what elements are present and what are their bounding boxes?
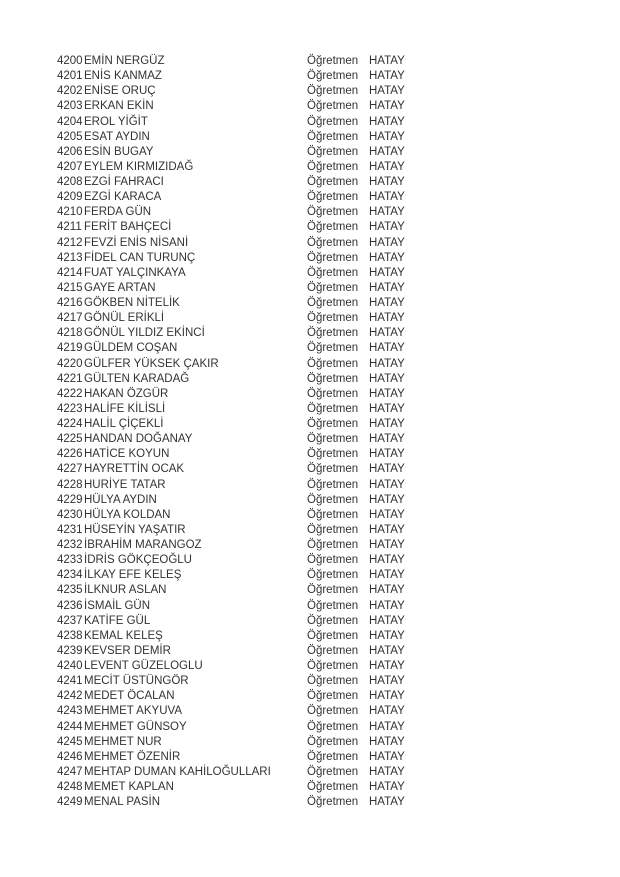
province: HATAY [369, 372, 405, 385]
person-name: EYLEM KIRMIZIDAĞ [84, 160, 194, 173]
job-title: Öğretmen [307, 614, 359, 627]
job-title: Öğretmen [307, 312, 359, 325]
province: HATAY [369, 750, 405, 763]
province: HATAY [369, 781, 405, 793]
job-title: Öğretmen [307, 433, 359, 446]
table-row [57, 795, 620, 810]
row-number: 4246 [57, 750, 83, 763]
province: HATAY [369, 508, 405, 521]
row-number: 4245 [57, 735, 83, 748]
table-row [57, 236, 620, 251]
person-name: FEVZİ ENİS NİSANİ [84, 236, 189, 249]
person-name: İDRİS GÖKÇEOĞLU [84, 554, 192, 567]
row-number: 4213 [57, 251, 83, 264]
person-name: FİDEL CAN TURUNÇ [84, 251, 196, 264]
job-title: Öğretmen [307, 115, 359, 128]
person-name: HANDAN DOĞANAY [84, 433, 193, 446]
table-row [57, 614, 620, 629]
row-number: 4220 [57, 357, 83, 370]
job-title: Öğretmen [307, 342, 359, 355]
table-row [57, 99, 620, 114]
job-title: Öğretmen [307, 55, 359, 67]
row-number: 4247 [57, 765, 83, 778]
person-name: FERİT BAHÇECİ [84, 221, 172, 234]
job-title: Öğretmen [307, 387, 359, 400]
person-name: KATİFE GÜL [84, 614, 151, 627]
person-name: MEHMET ÖZENİR [84, 750, 181, 763]
province: HATAY [369, 599, 405, 612]
job-title: Öğretmen [307, 206, 359, 219]
person-name: MEMET KAPLAN [84, 781, 174, 793]
province: HATAY [369, 236, 405, 249]
person-name: EROL YİĞİT [84, 115, 148, 128]
row-number: 4208 [57, 176, 83, 188]
job-title: Öğretmen [307, 796, 359, 809]
person-name: HALİFE KİLİSLİ [84, 402, 166, 415]
job-title: Öğretmen [307, 70, 359, 83]
person-name: ENİS KANMAZ [84, 70, 162, 83]
person-name: ESİN BUGAY [84, 145, 154, 158]
job-title: Öğretmen [307, 539, 359, 551]
row-number: 4215 [57, 281, 83, 294]
table-row [57, 720, 620, 735]
teacher-list [0, 54, 620, 810]
job-title: Öğretmen [307, 251, 359, 264]
table-row [57, 251, 620, 266]
table-row [57, 69, 620, 84]
table-row [57, 387, 620, 402]
job-title: Öğretmen [307, 599, 359, 612]
row-number: 4200 [57, 55, 83, 67]
person-name: FUAT YALÇINKAYA [84, 266, 186, 279]
job-title: Öğretmen [307, 402, 359, 415]
job-title: Öğretmen [307, 478, 359, 491]
province: HATAY [369, 130, 405, 143]
job-title: Öğretmen [307, 281, 359, 294]
person-name: HÜSEYİN YAŞATIR [84, 523, 186, 536]
table-row [57, 175, 620, 190]
table-row [57, 735, 620, 750]
province: HATAY [369, 629, 405, 642]
province: HATAY [369, 312, 405, 325]
row-number: 4234 [57, 569, 83, 582]
row-number: 4216 [57, 297, 83, 309]
row-number: 4210 [57, 206, 83, 219]
person-name: İSMAİL GÜN [84, 599, 151, 612]
row-number: 4209 [57, 191, 83, 204]
job-title: Öğretmen [307, 236, 359, 249]
row-number: 4203 [57, 100, 83, 113]
table-row [57, 160, 620, 175]
person-name: MEDET ÖCALAN [84, 690, 175, 703]
province: HATAY [369, 554, 405, 567]
table-row [57, 508, 620, 523]
province: HATAY [369, 765, 405, 778]
row-number: 4244 [57, 720, 83, 733]
job-title: Öğretmen [307, 297, 359, 309]
row-number: 4228 [57, 478, 83, 491]
table-row [57, 765, 620, 780]
row-number: 4218 [57, 327, 83, 340]
person-name: EZGİ FAHRACI [84, 176, 164, 188]
row-number: 4231 [57, 523, 83, 536]
job-title: Öğretmen [307, 660, 359, 672]
province: HATAY [369, 115, 405, 128]
province: HATAY [369, 327, 405, 340]
person-name: GÜLTEN KARADAĞ [84, 372, 190, 385]
row-number: 4221 [57, 372, 83, 385]
table-row [57, 704, 620, 719]
job-title: Öğretmen [307, 493, 359, 506]
table-row [57, 629, 620, 644]
province: HATAY [369, 614, 405, 627]
table-row [57, 402, 620, 417]
province: HATAY [369, 402, 405, 415]
person-name: EZGİ KARACA [84, 191, 162, 204]
person-name: GAYE ARTAN [84, 281, 156, 294]
province: HATAY [369, 644, 405, 657]
table-row [57, 205, 620, 220]
person-name: HÜLYA AYDIN [84, 493, 157, 506]
table-row [57, 523, 620, 538]
province: HATAY [369, 660, 405, 672]
row-number: 4230 [57, 508, 83, 521]
row-number: 4206 [57, 145, 83, 158]
table-row [57, 462, 620, 477]
province: HATAY [369, 297, 405, 309]
job-title: Öğretmen [307, 765, 359, 778]
job-title: Öğretmen [307, 357, 359, 370]
person-name: MENAL PASİN [84, 796, 161, 809]
person-name: MEHMET GÜNSOY [84, 720, 187, 733]
job-title: Öğretmen [307, 508, 359, 521]
row-number: 4223 [57, 402, 83, 415]
table-row [57, 311, 620, 326]
row-number: 4226 [57, 448, 83, 461]
job-title: Öğretmen [307, 629, 359, 642]
table-row [57, 326, 620, 341]
province: HATAY [369, 796, 405, 809]
table-row [57, 674, 620, 689]
row-number: 4240 [57, 660, 83, 672]
province: HATAY [369, 266, 405, 279]
table-row [57, 659, 620, 674]
province: HATAY [369, 493, 405, 506]
person-name: GÖNÜL YILDIZ EKİNCİ [84, 327, 205, 340]
job-title: Öğretmen [307, 221, 359, 234]
table-row [57, 115, 620, 130]
province: HATAY [369, 100, 405, 113]
person-name: HAKAN ÖZGÜR [84, 387, 169, 400]
table-row [57, 553, 620, 568]
job-title: Öğretmen [307, 327, 359, 340]
person-name: ERKAN EKİN [84, 100, 154, 113]
row-number: 4249 [57, 796, 83, 809]
province: HATAY [369, 145, 405, 158]
person-name: GÜLFER YÜKSEK ÇAKIR [84, 357, 219, 370]
province: HATAY [369, 387, 405, 400]
row-number: 4207 [57, 160, 83, 173]
job-title: Öğretmen [307, 554, 359, 567]
job-title: Öğretmen [307, 176, 359, 188]
province: HATAY [369, 418, 405, 430]
row-number: 4233 [57, 554, 83, 567]
row-number: 4211 [57, 221, 82, 234]
row-number: 4214 [57, 266, 83, 279]
job-title: Öğretmen [307, 463, 359, 476]
province: HATAY [369, 523, 405, 536]
row-number: 4243 [57, 705, 83, 718]
table-row [57, 372, 620, 387]
person-name: EMİN NERGÜZ [84, 55, 165, 67]
table-row [57, 84, 620, 99]
person-name: HALİL ÇİÇEKLİ [84, 418, 164, 430]
province: HATAY [369, 55, 405, 67]
row-number: 4238 [57, 629, 83, 642]
job-title: Öğretmen [307, 569, 359, 582]
person-name: LEVENT GÜZELOGLU [84, 660, 203, 672]
table-row [57, 190, 620, 205]
person-name: KEVSER DEMİR [84, 644, 171, 657]
person-name: ESAT AYDIN [84, 130, 150, 143]
person-name: ENİSE ORUÇ [84, 85, 156, 98]
table-row [57, 220, 620, 235]
table-row [57, 447, 620, 462]
province: HATAY [369, 448, 405, 461]
row-number: 4219 [57, 342, 83, 355]
person-name: İLKNUR ASLAN [84, 584, 167, 597]
table-row [57, 145, 620, 160]
job-title: Öğretmen [307, 675, 359, 688]
table-row [57, 538, 620, 553]
province: HATAY [369, 221, 405, 234]
row-number: 4212 [57, 236, 83, 249]
job-title: Öğretmen [307, 145, 359, 158]
job-title: Öğretmen [307, 735, 359, 748]
table-row [57, 780, 620, 795]
province: HATAY [369, 584, 405, 597]
table-row [57, 357, 620, 372]
job-title: Öğretmen [307, 781, 359, 793]
province: HATAY [369, 569, 405, 582]
province: HATAY [369, 735, 405, 748]
province: HATAY [369, 705, 405, 718]
person-name: İLKAY EFE KELEŞ [84, 569, 182, 582]
table-row [57, 266, 620, 281]
job-title: Öğretmen [307, 644, 359, 657]
province: HATAY [369, 191, 405, 204]
table-row [57, 493, 620, 508]
person-name: HÜLYA KOLDAN [84, 508, 171, 521]
person-name: İBRAHİM MARANGOZ [84, 539, 202, 551]
job-title: Öğretmen [307, 85, 359, 98]
table-row [57, 689, 620, 704]
row-number: 4232 [57, 539, 83, 551]
job-title: Öğretmen [307, 100, 359, 113]
row-number: 4204 [57, 115, 83, 128]
person-name: GÖKBEN NİTELİK [84, 297, 180, 309]
province: HATAY [369, 720, 405, 733]
job-title: Öğretmen [307, 191, 359, 204]
province: HATAY [369, 251, 405, 264]
job-title: Öğretmen [307, 705, 359, 718]
province: HATAY [369, 539, 405, 551]
job-title: Öğretmen [307, 690, 359, 703]
person-name: MEHMET AKYUVA [84, 705, 182, 718]
province: HATAY [369, 342, 405, 355]
job-title: Öğretmen [307, 160, 359, 173]
table-row [57, 130, 620, 145]
person-name: HATİCE KOYUN [84, 448, 170, 461]
person-name: KEMAL KELEŞ [84, 629, 163, 642]
row-number: 4205 [57, 130, 83, 143]
province: HATAY [369, 690, 405, 703]
table-row [57, 568, 620, 583]
row-number: 4201 [57, 70, 83, 83]
table-row [57, 599, 620, 614]
province: HATAY [369, 281, 405, 294]
table-row [57, 341, 620, 356]
row-number: 4229 [57, 493, 83, 506]
province: HATAY [369, 206, 405, 219]
province: HATAY [369, 176, 405, 188]
row-number: 4235 [57, 584, 83, 597]
person-name: MEHTAP DUMAN KAHİLOĞULLARI [84, 765, 271, 778]
row-number: 4242 [57, 690, 83, 703]
row-number: 4248 [57, 781, 83, 793]
person-name: MEHMET NUR [84, 735, 162, 748]
row-number: 4225 [57, 433, 83, 446]
row-number: 4241 [57, 675, 83, 688]
job-title: Öğretmen [307, 750, 359, 763]
table-row [57, 583, 620, 598]
row-number: 4202 [57, 85, 83, 98]
province: HATAY [369, 85, 405, 98]
province: HATAY [369, 433, 405, 446]
job-title: Öğretmen [307, 720, 359, 733]
row-number: 4239 [57, 644, 83, 657]
row-number: 4224 [57, 418, 83, 430]
person-name: FERDA GÜN [84, 206, 152, 219]
table-row [57, 281, 620, 296]
row-number: 4222 [57, 387, 83, 400]
job-title: Öğretmen [307, 448, 359, 461]
row-number: 4227 [57, 463, 83, 476]
row-number: 4237 [57, 614, 83, 627]
province: HATAY [369, 70, 405, 83]
table-row [57, 432, 620, 447]
job-title: Öğretmen [307, 266, 359, 279]
person-name: GÖNÜL ERİKLİ [84, 312, 165, 325]
person-name: HURİYE TATAR [84, 478, 166, 491]
province: HATAY [369, 357, 405, 370]
person-name: MECİT ÜSTÜNGÖR [84, 675, 189, 688]
job-title: Öğretmen [307, 130, 359, 143]
job-title: Öğretmen [307, 584, 359, 597]
table-row [57, 54, 620, 69]
province: HATAY [369, 160, 405, 173]
job-title: Öğretmen [307, 418, 359, 430]
table-row [57, 417, 620, 432]
row-number: 4217 [57, 312, 83, 325]
table-row [57, 478, 620, 493]
table-row [57, 750, 620, 765]
province: HATAY [369, 675, 405, 688]
table-row [57, 644, 620, 659]
person-name: HAYRETTİN OCAK [84, 463, 185, 476]
province: HATAY [369, 463, 405, 476]
person-name: GÜLDEM COŞAN [84, 342, 178, 355]
row-number: 4236 [57, 599, 83, 612]
job-title: Öğretmen [307, 523, 359, 536]
table-row [57, 296, 620, 311]
job-title: Öğretmen [307, 372, 359, 385]
province: HATAY [369, 478, 405, 491]
